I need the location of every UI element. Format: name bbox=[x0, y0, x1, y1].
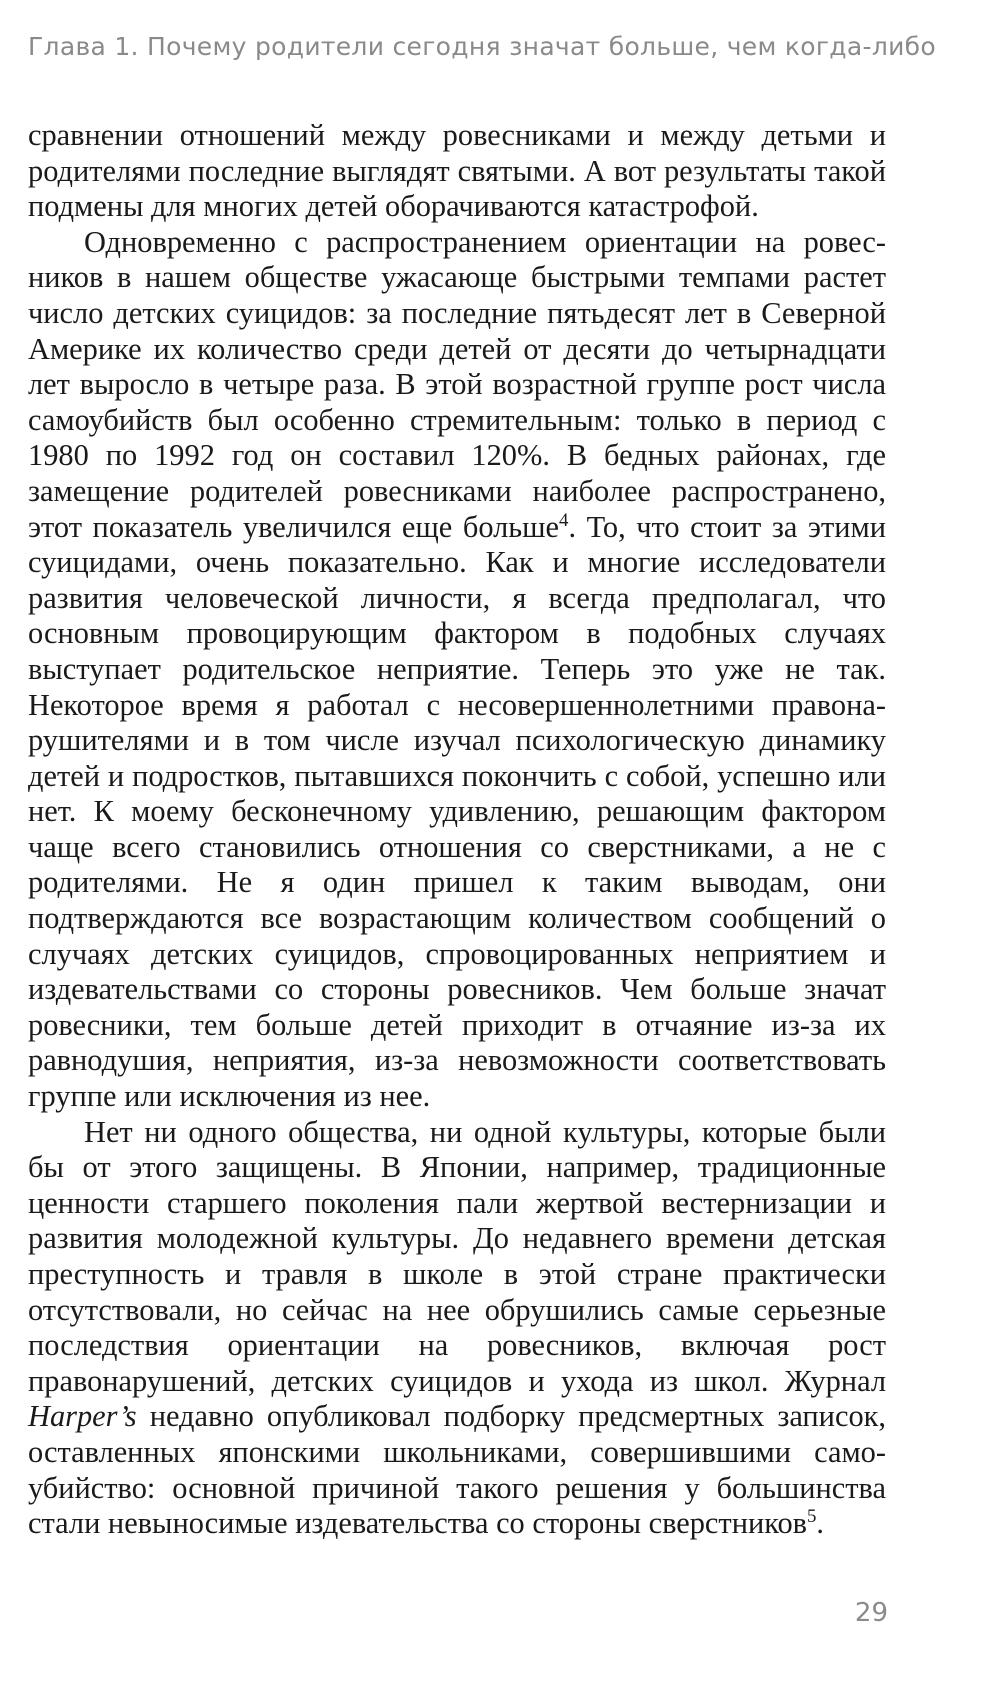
page-number: 29 bbox=[854, 1598, 888, 1628]
paragraph-3-part-b: недавно опубликовал подборку предсмертных записок, оставленных японскими школьниками, совершившими самоубийство: основной причиной такого решения у большинства стали невыносимые издевательства со стороны сверстников bbox=[28, 1399, 886, 1541]
paragraph-1: сравнении отношений между ровесниками и между детьми и родителями последние выглядят святыми. А вот результаты такой подмены для многих детей оборачиваются катастрофой. bbox=[28, 118, 886, 224]
paragraph-2-part-b: . То, что стоит за этими суицидами, очень показательно. Как и многие исследователи развития человеческой личности, я всегда предполагал, что основным провоцирующим фактором в подобных случаях выступает родительское неприятие. Теперь это уже не так. Некоторое время я работал с несовершеннолетними правонарушителями и в том числе изучал психологическую динамику детей и подростков, пытавшихся покончить с собой, успешно или нет. К моему бесконечному удивлению, решающим фактором чаще всего становились отношения со сверстниками, а не с родителями. Не я один пришел к таким выводам, они подтверждаются все возрастающим количеством сообщений о случаях детских суицидов, спровоцированных неприятием и издевательствами со стороны ровесников. Чем больше значат ровесники, тем больше детей приходит в отчаяние из-за их равнодушия, неприятия, из-за невозможности соответствовать группе или исключения из нее. bbox=[28, 509, 886, 1114]
footnote-ref-5: 5 bbox=[807, 1506, 817, 1528]
footnote-ref-4: 4 bbox=[559, 509, 569, 531]
journal-title: Harper’s bbox=[28, 1399, 137, 1434]
body-text bbox=[28, 118, 886, 1542]
paragraph-3 bbox=[28, 1115, 886, 1542]
paragraph-2-part-a: Одновременно с распространением ориентации на ровесников в нашем обществе ужасающе быстрыми темпами растет число детских суицидов: за последние пятьдесят лет в Северной Америке их количество среди детей от десяти до четырнадцати лет выросло в четыре раза. В этой возрастной группе рост числа самоубийств был особенно стремительным: только в период с 1980 по 1992 год он составил 120%. В бедных районах, где замещение родителей ровесниками наиболее распространено, этот показатель увеличился еще больше bbox=[28, 224, 886, 544]
paragraph-3-part-c: . bbox=[816, 1506, 825, 1541]
running-head: Глава 1. Почему родители сегодня значат больше, чем когда-либо bbox=[28, 32, 936, 61]
paragraph-2 bbox=[28, 225, 886, 1115]
paragraph-3-part-a: Нет ни одного общества, ни одной культуры, которые были бы от этого защищены. В Японии, например, традиционные ценности старшего поколения пали жертвой вестернизации и развития молодежной культуры. До недавнего времени детская преступность и травля в школе в этой стране практически отсутствовали, но сейчас на нее обрушились самые серьезные последствия ориентации на ровесников, включая рост правонарушений, детских суицидов и ухода из школ. Журнал bbox=[28, 1114, 886, 1398]
